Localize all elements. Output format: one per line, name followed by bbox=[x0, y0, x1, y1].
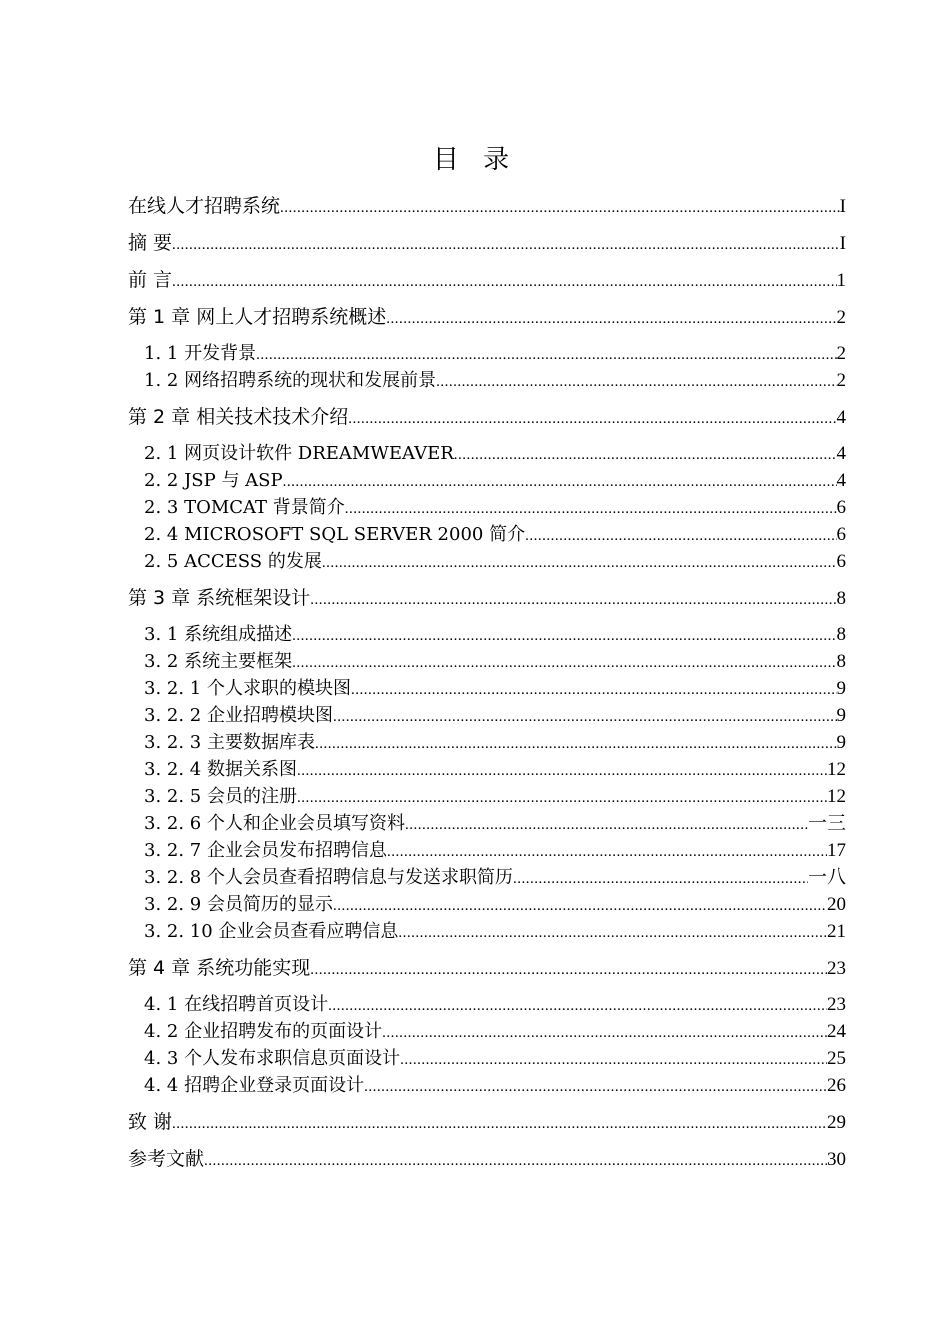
toc-entry[interactable] bbox=[128, 784, 846, 811]
toc-entry[interactable] bbox=[128, 676, 846, 703]
toc-entry-page: 26 bbox=[827, 1075, 846, 1096]
dot-leader bbox=[364, 1075, 827, 1100]
toc-entry-text: 第 4 章 系统功能实现 bbox=[128, 957, 311, 979]
toc-entry-text: 3. 2. 9 会员简历的显示 bbox=[144, 894, 333, 915]
toc-entry[interactable] bbox=[128, 304, 846, 332]
toc-entry-text: 2. 4 MICROSOFT SQL SERVER 2000 简介 bbox=[144, 524, 526, 545]
toc-entry-page: 21 bbox=[827, 921, 846, 942]
toc-entry[interactable] bbox=[128, 267, 846, 295]
toc-entry[interactable] bbox=[128, 495, 846, 522]
table-of-contents bbox=[128, 193, 846, 1174]
dot-leader bbox=[345, 497, 837, 522]
toc-entry[interactable] bbox=[128, 622, 846, 649]
toc-entry-page: 4 bbox=[836, 470, 846, 491]
toc-entry-text: 3. 2 系统主要框架 bbox=[144, 651, 293, 672]
dot-leader bbox=[280, 195, 840, 221]
dot-leader bbox=[328, 994, 827, 1019]
toc-entry[interactable] bbox=[128, 838, 846, 865]
toc-entry-page: 8 bbox=[836, 624, 846, 645]
dot-leader bbox=[333, 705, 837, 730]
dot-leader bbox=[386, 306, 836, 332]
toc-entry[interactable] bbox=[128, 649, 846, 676]
toc-entry-page: 4 bbox=[836, 443, 846, 464]
toc-entry-text: 3. 2. 7 企业会员发布招聘信息 bbox=[144, 840, 387, 861]
toc-entry-text: 第 2 章 相关技术技术介绍 bbox=[128, 406, 349, 428]
dot-leader bbox=[398, 921, 827, 946]
toc-entry[interactable] bbox=[128, 1109, 846, 1137]
toc-entry-page: 25 bbox=[827, 1048, 846, 1069]
toc-entry-text: 2. 2 JSP 与 ASP bbox=[144, 470, 283, 491]
toc-entry-page: 29 bbox=[827, 1112, 846, 1133]
toc-entry-page: 一三 bbox=[807, 813, 846, 834]
toc-entry-text: 2. 5 ACCESS 的发展 bbox=[144, 551, 322, 572]
toc-entry-page: 1 bbox=[836, 270, 846, 291]
toc-entry-page: 12 bbox=[827, 786, 846, 807]
toc-entry[interactable] bbox=[128, 341, 846, 368]
dot-leader bbox=[387, 840, 827, 865]
toc-entry-text: 4. 3 个人发布求职信息页面设计 bbox=[144, 1048, 401, 1069]
dot-leader bbox=[172, 232, 840, 258]
toc-entry-text: 摘 要 bbox=[128, 232, 173, 254]
dot-leader bbox=[436, 370, 836, 395]
toc-entry-page: 9 bbox=[836, 705, 846, 726]
toc-entry-text: 3. 2. 1 个人求职的模块图 bbox=[144, 678, 351, 699]
dot-leader bbox=[322, 551, 837, 576]
toc-entry-page: I bbox=[839, 233, 846, 254]
dot-leader bbox=[172, 1111, 827, 1137]
toc-entry-text: 第 1 章 网上人才招聘系统概述 bbox=[128, 306, 387, 328]
toc-entry-page: 24 bbox=[827, 1021, 846, 1042]
dot-leader bbox=[348, 406, 836, 432]
dot-leader bbox=[333, 894, 827, 919]
toc-entry[interactable] bbox=[128, 368, 846, 395]
toc-entry-page: 6 bbox=[836, 524, 846, 545]
dot-leader bbox=[513, 867, 808, 892]
toc-entry[interactable] bbox=[128, 522, 846, 549]
toc-entry-text: 致 谢 bbox=[128, 1111, 173, 1133]
toc-entry-text: 1. 2 网络招聘系统的现状和发展前景 bbox=[144, 370, 437, 391]
toc-entry-page: 8 bbox=[836, 588, 846, 609]
toc-entry[interactable] bbox=[128, 441, 846, 468]
dot-leader bbox=[283, 470, 837, 495]
toc-entry-page: 30 bbox=[827, 1149, 846, 1170]
dot-leader bbox=[525, 524, 836, 549]
toc-entry-text: 3. 2. 8 个人会员查看招聘信息与发送求职简历 bbox=[144, 867, 513, 888]
dot-leader bbox=[297, 786, 827, 811]
toc-entry[interactable] bbox=[128, 757, 846, 784]
toc-entry-text: 参考文献 bbox=[128, 1148, 205, 1170]
dot-leader bbox=[405, 813, 808, 838]
toc-entry[interactable] bbox=[128, 811, 846, 838]
toc-entry-page: 6 bbox=[836, 497, 846, 518]
toc-entry-page: 12 bbox=[827, 759, 846, 780]
toc-entry-page: 6 bbox=[836, 551, 846, 572]
dot-leader bbox=[310, 587, 836, 613]
toc-entry-text: 3. 2. 5 会员的注册 bbox=[144, 786, 297, 807]
toc-entry-text: 2. 3 TOMCAT 背景简介 bbox=[144, 497, 345, 518]
toc-entry[interactable] bbox=[128, 1046, 846, 1073]
toc-entry[interactable] bbox=[128, 955, 846, 983]
dot-leader bbox=[172, 269, 836, 295]
toc-entry-page: 23 bbox=[827, 958, 846, 979]
toc-entry-page: 一八 bbox=[807, 867, 846, 888]
dot-leader bbox=[310, 957, 827, 983]
toc-entry-page: 2 bbox=[836, 370, 846, 391]
dot-leader bbox=[256, 343, 836, 368]
toc-entry-text: 在线人才招聘系统 bbox=[128, 195, 281, 217]
toc-entry[interactable] bbox=[128, 468, 846, 495]
toc-entry-text: 前 言 bbox=[128, 269, 173, 291]
toc-entry[interactable] bbox=[128, 992, 846, 1019]
toc-entry[interactable] bbox=[128, 585, 846, 613]
dot-leader bbox=[351, 678, 837, 703]
toc-entry[interactable] bbox=[128, 730, 846, 757]
toc-entry[interactable] bbox=[128, 230, 846, 258]
dot-leader bbox=[400, 1048, 827, 1073]
toc-entry-page: 9 bbox=[836, 732, 846, 753]
toc-entry[interactable] bbox=[128, 865, 846, 892]
toc-entry-text: 3. 1 系统组成描述 bbox=[144, 624, 293, 645]
toc-entry-text: 4. 4 招聘企业登录页面设计 bbox=[144, 1075, 365, 1096]
dot-leader bbox=[204, 1148, 827, 1174]
toc-entry[interactable] bbox=[128, 1073, 846, 1100]
toc-entry-page: 20 bbox=[827, 894, 846, 915]
toc-entry[interactable] bbox=[128, 193, 846, 221]
toc-entry-page: 9 bbox=[836, 678, 846, 699]
dot-leader bbox=[292, 624, 836, 649]
toc-entry-text: 4. 2 企业招聘发布的页面设计 bbox=[144, 1021, 383, 1042]
toc-entry-page: I bbox=[839, 196, 846, 217]
toc-entry[interactable] bbox=[128, 404, 846, 432]
toc-title: 目 录 bbox=[432, 145, 518, 175]
toc-entry-text: 3. 2. 4 数据关系图 bbox=[144, 759, 297, 780]
dot-leader bbox=[297, 759, 827, 784]
dot-leader bbox=[454, 443, 837, 468]
toc-entry-text: 4. 1 在线招聘首页设计 bbox=[144, 994, 329, 1015]
dot-leader bbox=[315, 732, 837, 757]
toc-entry-text: 3. 2. 2 企业招聘模块图 bbox=[144, 705, 333, 726]
toc-entry-page: 23 bbox=[827, 994, 846, 1015]
toc-entry[interactable] bbox=[128, 549, 846, 576]
toc-entry[interactable] bbox=[128, 919, 846, 946]
toc-entry-text: 1. 1 开发背景 bbox=[144, 343, 257, 364]
toc-entry-text: 3. 2. 6 个人和企业会员填写资料 bbox=[144, 813, 405, 834]
toc-entry-page: 4 bbox=[836, 407, 846, 428]
toc-entry-page: 2 bbox=[836, 307, 846, 328]
toc-entry-page: 2 bbox=[836, 343, 846, 364]
toc-entry[interactable] bbox=[128, 1019, 846, 1046]
toc-entry-page: 8 bbox=[836, 651, 846, 672]
dot-leader bbox=[382, 1021, 827, 1046]
toc-entry-text: 2. 1 网页设计软件 DREAMWEAVER bbox=[144, 443, 454, 464]
toc-entry[interactable] bbox=[128, 703, 846, 730]
toc-entry-text: 3. 2. 3 主要数据库表 bbox=[144, 732, 315, 753]
toc-entry-page: 17 bbox=[827, 840, 846, 861]
dot-leader bbox=[292, 651, 836, 676]
toc-entry-text: 第 3 章 系统框架设计 bbox=[128, 587, 311, 609]
toc-entry[interactable] bbox=[128, 892, 846, 919]
toc-entry[interactable] bbox=[128, 1146, 846, 1174]
toc-entry-text: 3. 2. 10 企业会员查看应聘信息 bbox=[144, 921, 399, 942]
